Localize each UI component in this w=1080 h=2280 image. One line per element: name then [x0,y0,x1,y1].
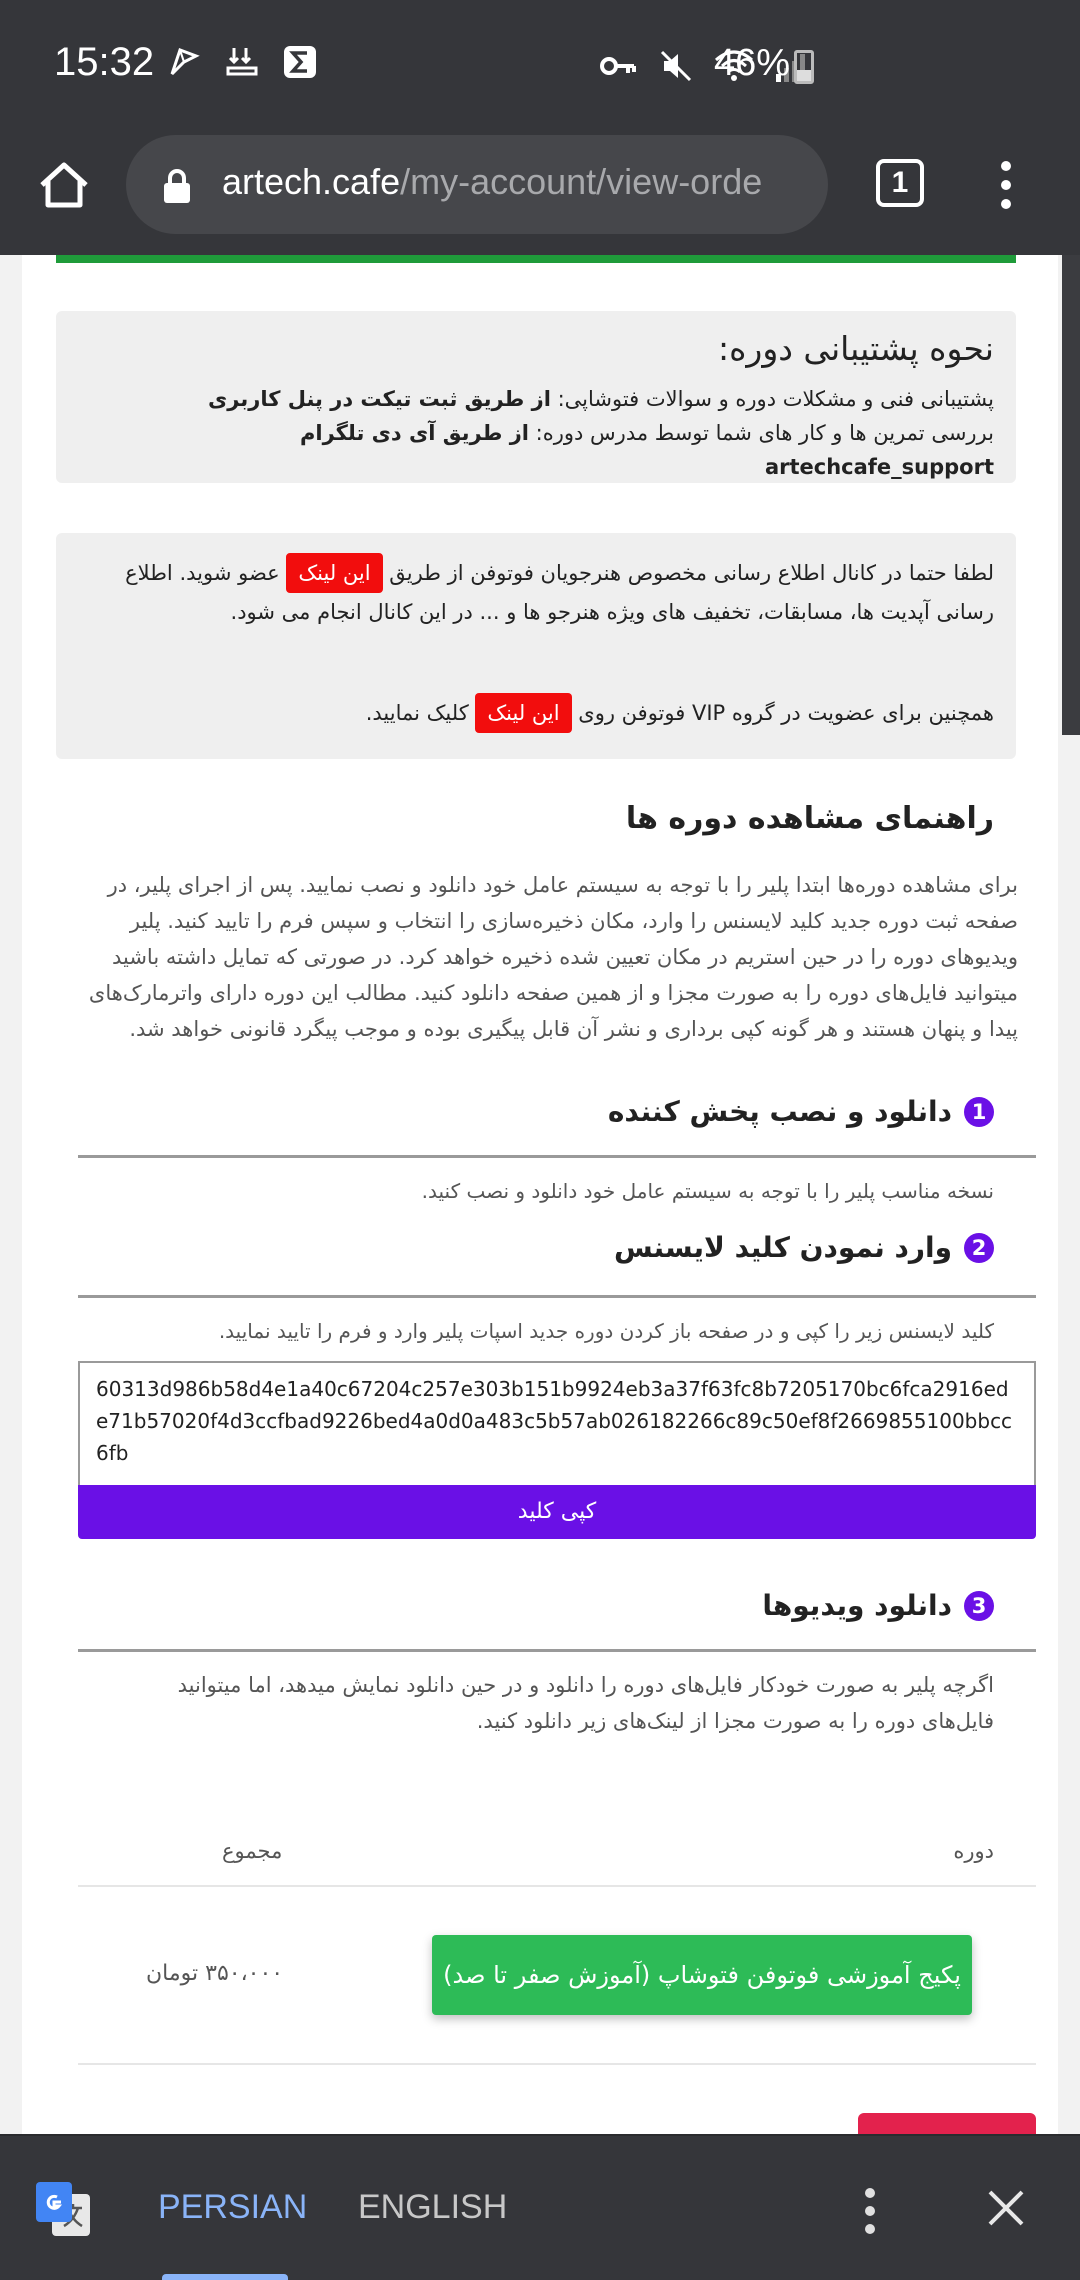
step-number-badge: 1 [964,1097,994,1127]
license-key-field[interactable]: 60313d986b58d4e1a40c67204c257e303b151b9924eb3a37f63fc8b7205170bc6fca2916ede71b57020f4d3ccfbad9226bed4a0d0a483c5b57ab026182266c89c50ef8f2669855100bbcc6fb [78,1361,1036,1489]
step-title: دانلود و نصب پخش کننده [607,1095,952,1128]
divider [78,1649,1036,1652]
channel-info-box [56,533,1016,759]
language-tab-persian[interactable]: PERSIAN [158,2188,308,2226]
selected-tab-indicator [162,2274,288,2280]
clock: 15:32 [54,40,155,84]
table-divider [78,2063,1036,2065]
guide-title: راهنمای مشاهده دوره ها [625,801,994,836]
tab-switcher-button[interactable]: 1 [876,159,924,207]
browser-toolbar [0,135,1080,255]
language-tab-english[interactable]: ENGLISH [358,2188,508,2226]
status-bar [0,0,1080,135]
scrollbar[interactable] [1062,255,1080,735]
step-3-description: اگرچه پلیر به صورت خودکار فایل‌های دوره را دانلود و در حین دانلود نمایش میدهد، اما میتوانید فایل‌های دوره را به صورت مجزا از لینک‌های زیر دانلود کنید. [177,1673,994,1733]
step-title: دانلود ویدیوها [762,1589,952,1622]
success-banner-edge [56,255,1016,263]
support-line-telegram: بررسی تمرین ها و کار های شما توسط مدرس دوره: از طریق آی دی تلگرام artechcafe_support [300,421,994,479]
step-3-heading [762,1589,994,1622]
lock-icon[interactable] [162,169,192,205]
step-2-heading [614,1231,994,1264]
vip-link-button[interactable]: این لینک [475,693,571,733]
more-options-icon[interactable] [862,2186,878,2236]
support-info-box [56,311,1016,483]
channel-text: لطفا حتما در کانال اطلاع رسانی مخصوص هنرجویان فوتوفن از طریق این لینک عضو شوید. اطلاع رسانی آپدیت ها، مسابقات، تخفیف های ویژه هنرجو ها و ... در این کانال انجام می شود. [78,553,994,631]
support-line-ticket: پشتیبانی فنی و مشکلات دوره و سوالات فتوشاپی: از طریق ثبت تیکت در پنل کاربری [208,387,994,411]
order-card [22,255,1058,2135]
guide-body: برای مشاهده دوره‌ها ابتدا پلیر را با توجه به سیستم عامل خود دانلود و نصب نمایید. پس از اجرای پلیر، در صفحه ثبت دوره جدید کلید لایسنس را وارد، مکان ذخیره‌سازی را انتخاب و سپس فرم را تایید کنید. پلیر ویدیوهای دوره را در حین استریم در مکان تعیین شده ذخیره خواهد کرد. در صورتی که تمایل داشته باشید میتوانید فایل‌های دوره را به صورت مجزا و از همین صفحه دانلود کنید. مطالب این دوره دارای واترمارک‌های پیدا و پنهان هستند و هر گونه کپی برداری و نشر آن قابل پیگیری بوده و موجب پیگرد قانونی خواهد شد. [88,873,1018,1041]
step-title: وارد نمودن کلید لایسنس [613,1231,952,1264]
action-button-partial[interactable] [858,2113,1036,2135]
column-header-total: مجموع [222,1839,283,1863]
sigma-icon [282,44,318,80]
column-header-course: دوره [953,1839,994,1863]
battery-level: 46% [714,42,791,84]
copy-key-button[interactable]: کپی کلید [78,1485,1036,1539]
step-1-description: نسخه مناسب پلیر را با توجه به سیستم عامل خود دانلود و نصب کنید. [421,1179,994,1203]
divider [78,1295,1036,1298]
home-icon[interactable] [36,157,92,213]
translate-bar [0,2134,1080,2280]
step-1-heading [608,1095,994,1128]
download-icon [224,44,260,80]
vip-text: همچنین برای عضویت در گروه VIP فوتوفن روی این لینک کلیک نمایید. [366,693,994,733]
mute-icon [658,48,694,84]
step-number-badge: 3 [964,1591,994,1621]
table-divider [78,1885,1036,1887]
kite-icon [166,44,202,80]
google-translate-icon[interactable] [34,2180,94,2240]
course-download-button[interactable]: پکیج آموزشی فوتوفن فتوشاپ (آموزش صفر تا صد) [432,1935,972,2015]
url-text[interactable]: artech.cafe/my-account/view-orde [222,161,763,202]
browser-menu-icon[interactable] [996,157,1016,213]
web-page [0,255,1080,2135]
channel-link-button[interactable]: این لینک [286,553,382,593]
close-icon[interactable] [984,2186,1028,2230]
key-icon [598,48,638,84]
address-bar[interactable] [126,135,828,234]
battery-icon [794,50,814,84]
course-price: ۳۵۰،۰۰۰ تومان [146,1961,284,1986]
divider [78,1155,1036,1158]
support-title: نحوه پشتیبانی دوره: [717,329,994,368]
step-2-description: کلید لایسنس زیر را کپی و در صفحه باز کردن دوره جدید اسپات پلیر وارد و فرم را تایید نمایید. [218,1319,994,1343]
step-number-badge: 2 [964,1233,994,1263]
